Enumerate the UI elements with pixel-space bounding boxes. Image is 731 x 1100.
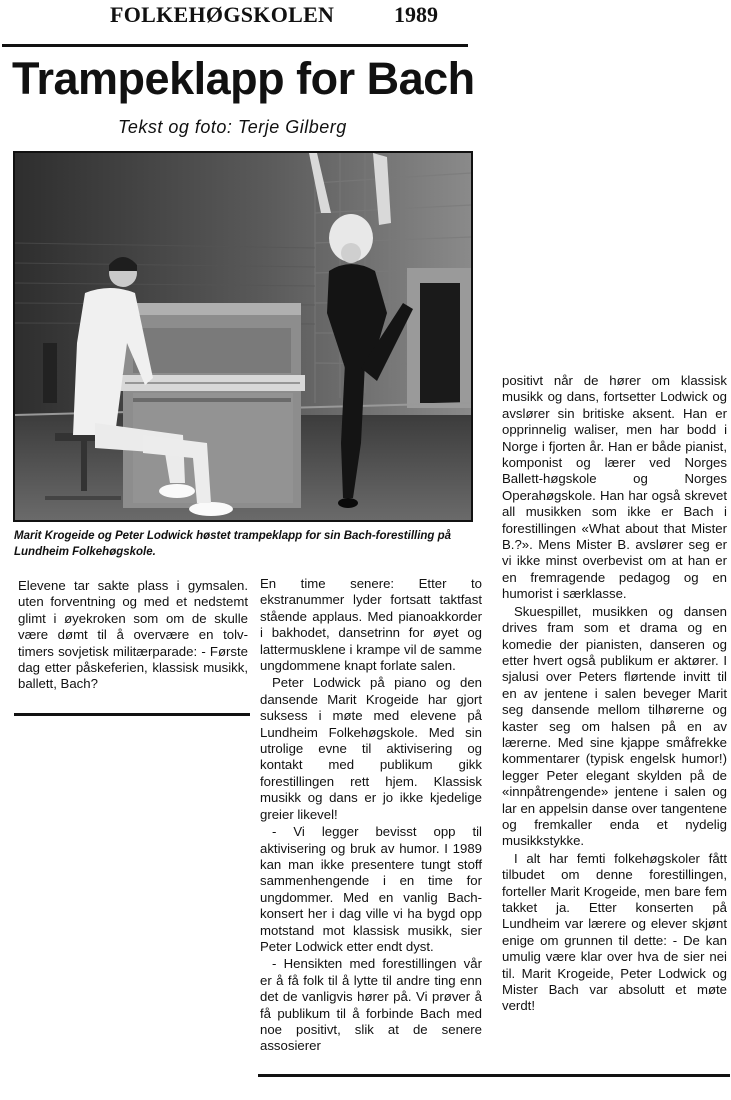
photo-caption: Marit Krogeide og Peter Lodwick høstet trampeklapp for sin Bach-forestilling på Lundheim Folkehøgskole. xyxy=(14,530,452,558)
column-3 xyxy=(502,373,727,1016)
column-2 xyxy=(260,576,482,1056)
column-1-rule xyxy=(14,713,250,716)
paragraph: Skuespillet, musikken og dansen drives fram som et drama og en komedie der pianisten, danseren og etter hvert også publikum er aktører. I sjalusi over Peters flørtende invitt til en av jentene i salen beveger Marit seg dansende mellom tilhørerne og kaster seg om halsen på en av lærerne. Med sine kjappe småfrekke kommentarer (typisk engelsk humor!) legger Peter elegant skylden på de «innpåtrengende» jentene i salen og lar en appelsin danse over tangentene og fremkaller enda et nydelig musikkstykke. xyxy=(502,603,727,849)
paragraph: Peter Lodwick på piano og den dansende Marit Krogeide har gjort suksess i møte med elevene på Lundheim Folkehøgskole. Med sin utrolige evne til aktivisering og kontakt med publikum gikk forestillingen rett hjem. Klassisk musikk og dans er jo ikke kjedelige greier likevel! xyxy=(260,675,482,822)
header-rule xyxy=(2,44,468,47)
article-photo xyxy=(13,151,473,522)
paragraph: - Vi legger bevisst opp til aktivisering og bruk av humor. I 1989 kan man ikke presentere tungt stoff sammenhengende i en time for ungdommer. Med en vanlig Bach-konsert her i dag ville vi ha bygd opp motstand mot klassisk musikk, sier Peter Lodwick etter endt dyst. xyxy=(260,824,482,954)
bottom-rule xyxy=(258,1074,730,1077)
issue-year: 1989 xyxy=(394,2,438,27)
paragraph: Elevene tar sakte plass i gymsalen. uten forventning og med et nedstemt glimt i øyekroken som om de skulle være dømt til å overvære en tolv-timers sovjetisk militærparade: - Første dag etter påskeferien, klassisk musikk, ballett, Bach? xyxy=(18,578,248,692)
column-1 xyxy=(18,578,248,694)
paragraph: - Hensikten med forestillingen vår er å få folk til å lytte til andre ting enn det de vanligvis hører på. Vi prøver å få publikum til å forbinde Bach med noe positivt, slik at de senere assosierer xyxy=(260,956,482,1054)
byline: Tekst og foto: Terje Gilberg xyxy=(118,117,347,137)
paragraph: I alt har femti folkehøgskoler fått tilbudet om denne forestillingen, forteller Marit Krogeide, men bare fem takket ja. Etter konserten på Lundheim var lærere og elever skjønt enige om grunnen til dette: - De kan umulig være klar over hva de sier nei til. Marit Krogeide, Peter Lodwick og Mister Bach var absolutt et møte verdt! xyxy=(502,850,727,1014)
publication-name: FOLKEHØGSKOLEN xyxy=(110,2,335,27)
photo-illustration xyxy=(15,153,471,520)
paragraph: positivt når de hører om klassisk musikk og dans, fortsetter Lodwick og avslører sin britiske aksent. Han er opprinnelig waliser, men har bodd i Norge i fjorten år. Han er både pianist, komponist og lærer ved Norges Ballett-høgskole og Norges Operahøgskole. Han har også skrevet all musikken som ikke er Bach i forestillingen «What about that Mister B.?». Mens Mister B. avslører seg er vi ikke minst overbevist om at han er en fremragende pedagog og en humorist i særklasse. xyxy=(502,373,727,602)
paragraph: En time senere: Etter to ekstranummer lyder fortsatt taktfast stående applaus. Med pianoakkorder i bakhodet, dansetrinn for øyet og lattermusklene i krampe vil de samme ungdommene knapt forlate salen. xyxy=(260,576,482,674)
headline: Trampeklapp for Bach xyxy=(12,53,475,104)
page-header xyxy=(0,0,470,46)
